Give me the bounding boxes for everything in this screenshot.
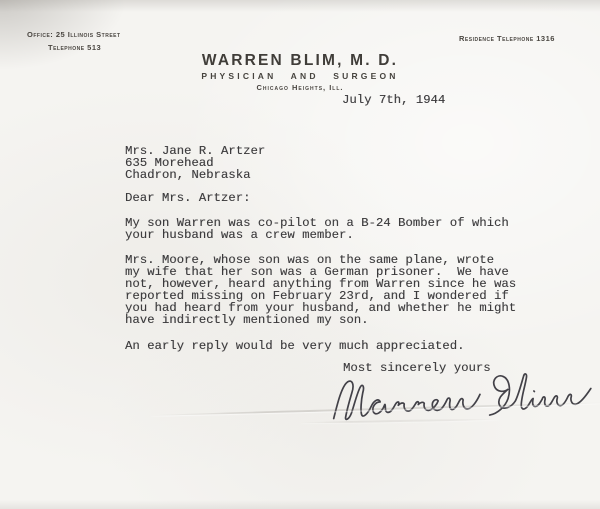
- letter-date: July 7th, 1944: [342, 93, 446, 107]
- salutation: Dear Mrs. Artzer:: [125, 191, 251, 205]
- letter-line: my wife that her son was a German prisoner. We have: [125, 265, 509, 279]
- recipient-address-block: [125, 145, 265, 181]
- recipient-street-line: 635 Morehead: [125, 156, 214, 170]
- paragraph-1: [125, 217, 509, 241]
- letter-line: My son Warren was co-pilot on a B-24 Bomber of which: [125, 216, 509, 230]
- closing-line: Most sincerely yours: [343, 361, 491, 375]
- letter-line: Mrs. Moore, whose son was on the same plane, wrote: [125, 253, 494, 267]
- letterhead-office-telephone: Telephone 513: [48, 43, 102, 52]
- signature-stroke-blim: [488, 372, 591, 415]
- letter-line: not, however, heard anything from Warren since he was: [125, 277, 517, 291]
- letterhead-location: Chicago Heights, Ill.: [256, 83, 344, 92]
- signature-stroke-warren: [332, 377, 480, 420]
- signature-i-dot: [534, 391, 535, 392]
- letterhead-profession-title: PHYSICIAN AND SURGEON: [201, 71, 399, 81]
- letterhead-office-address: Office: 25 Illinois Street: [27, 30, 121, 39]
- letter-line: reported missing on February 23rd, and I wondered if: [125, 289, 509, 303]
- paragraph-3: An early reply would be very much appreciated.: [125, 339, 465, 353]
- letterhead-residence-telephone: Residence Telephone 1316: [459, 34, 555, 43]
- letter-line: have indirectly mentioned my son.: [125, 313, 369, 327]
- letterhead-doctor-name: WARREN BLIM, M. D.: [201, 52, 399, 69]
- signature-handwriting: [329, 365, 596, 426]
- letter-line: you had heard from your husband, and whether he might: [125, 301, 517, 315]
- paragraph-2: [125, 254, 516, 326]
- recipient-name-line: Mrs. Jane R. Artzer: [125, 144, 266, 158]
- letter-line: your husband was a crew member.: [125, 228, 354, 242]
- recipient-city-line: Chadron, Nebraska: [125, 168, 251, 182]
